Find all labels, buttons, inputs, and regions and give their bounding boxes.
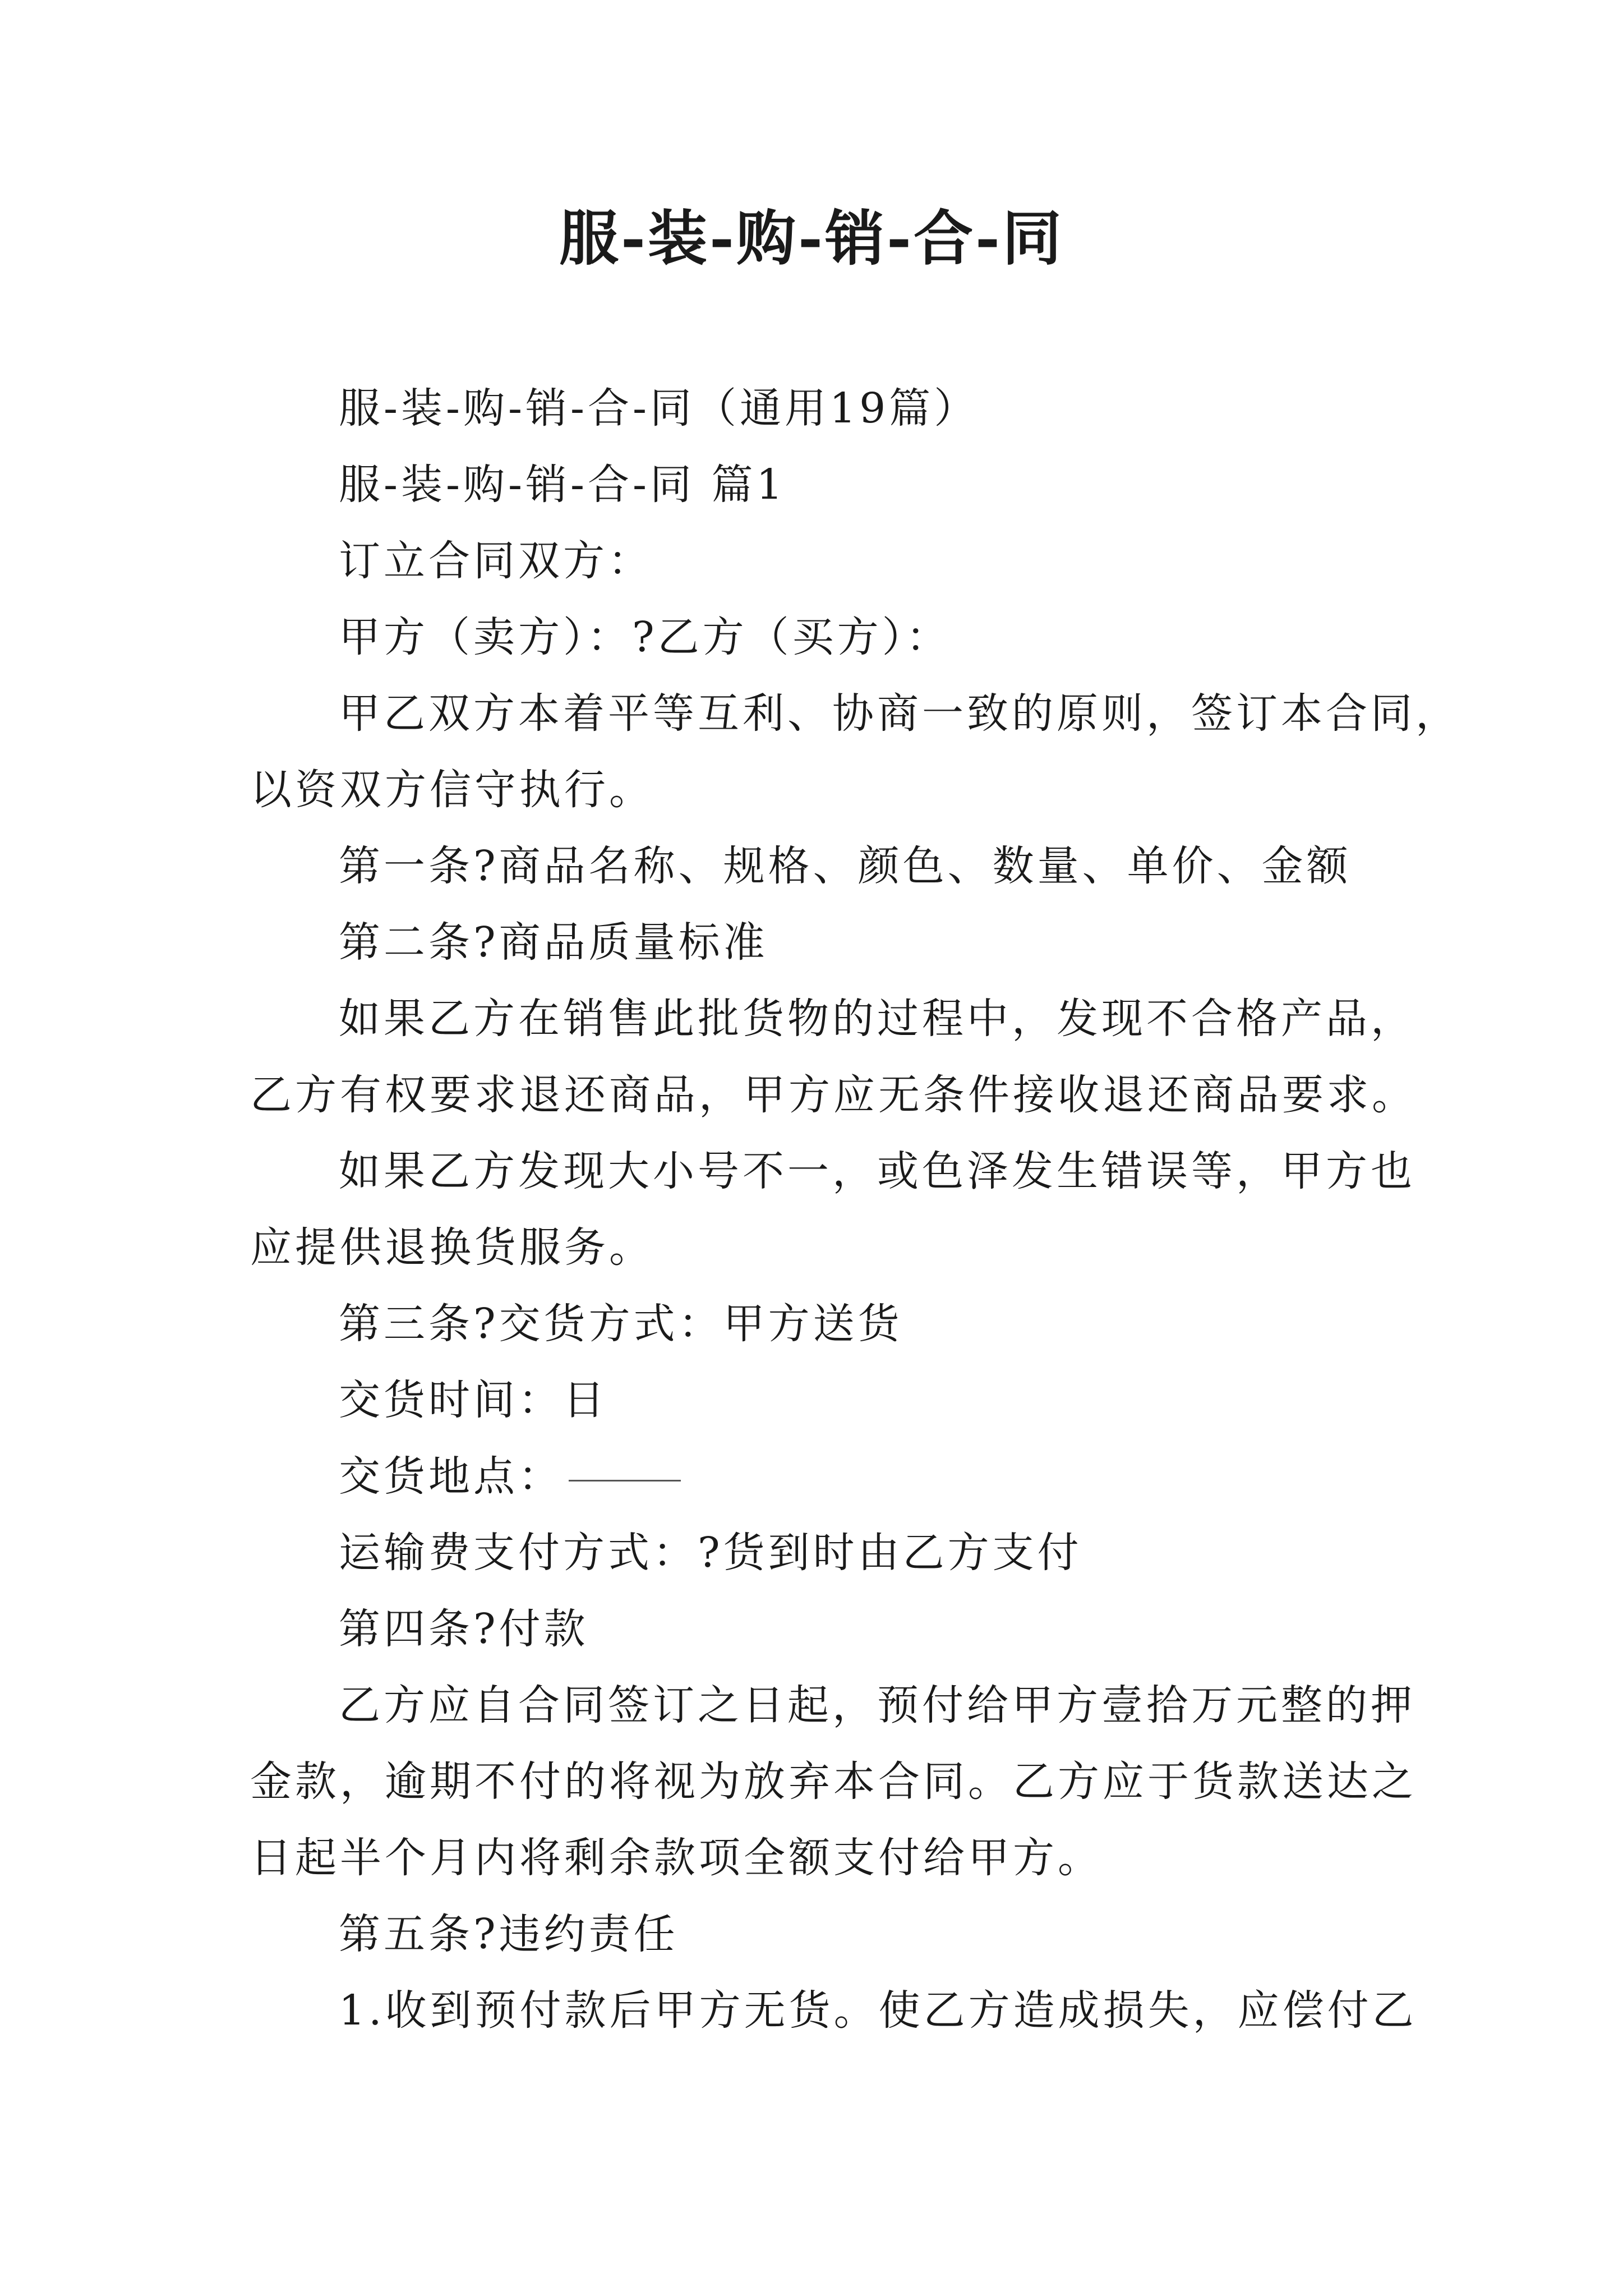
paragraph-line: 第二条?商品质量标准 [339, 918, 768, 967]
paragraph-line: 第一条?商品名称、规格、颜色、数量、单价、金额 [339, 842, 1352, 890]
paragraph-line: 日起半个月内将剩余款项全额支付给甲方。 [250, 1834, 1103, 1882]
paragraph-line: 运输费支付方式：?货到时由乙方支付 [339, 1529, 1082, 1577]
paragraph-line: 第三条?交货方式：甲方送货 [339, 1300, 903, 1348]
paragraph-line: 第五条?违约责任 [339, 1910, 679, 1958]
paragraph-line: 甲乙双方本着平等互利、协商一致的原则，签订本合同， [339, 689, 1460, 738]
paragraph-line: 以资双方信守执行。 [250, 766, 654, 814]
blank-underline [569, 1478, 681, 1481]
paragraph-line [250, 1438, 1377, 1515]
paragraph-line: 第四条?付款 [339, 1605, 589, 1653]
paragraph-line: 服-装-购-销-合-同（通用19篇） [339, 384, 979, 432]
document-title: 服-装-购-销-合-同 [559, 203, 1064, 273]
paragraph-line: 应提供退换货服务。 [250, 1223, 654, 1272]
paragraph-line: 乙方有权要求退还商品，甲方应无条件接收退还商品要求。 [250, 1071, 1417, 1119]
paragraph-line: 1.收到预付款后甲方无货。使乙方造成损失，应偿付乙 [339, 1986, 1417, 2035]
paragraph-line: 乙方应自合同签订之日起，预付给甲方壹拾万元整的押 [339, 1681, 1415, 1729]
paragraph-line: 金款，逾期不付的将视为放弃本合同。乙方应于货款送达之 [250, 1757, 1417, 1806]
delivery-location-label: 交货地点： [339, 1452, 563, 1501]
paragraph-line: 如果乙方在销售此批货物的过程中，发现不合格产品， [339, 995, 1415, 1043]
paragraph-line: 服-装-购-销-合-同 篇1 [339, 461, 786, 509]
paragraph-line: 甲方（卖方）：?乙方（买方）： [339, 613, 951, 661]
paragraph-line: 交货时间：日 [339, 1376, 608, 1424]
paragraph-line: 如果乙方发现大小号不一，或色泽发生错误等，甲方也 [339, 1147, 1415, 1195]
paragraph-line: 订立合同双方： [339, 537, 653, 585]
